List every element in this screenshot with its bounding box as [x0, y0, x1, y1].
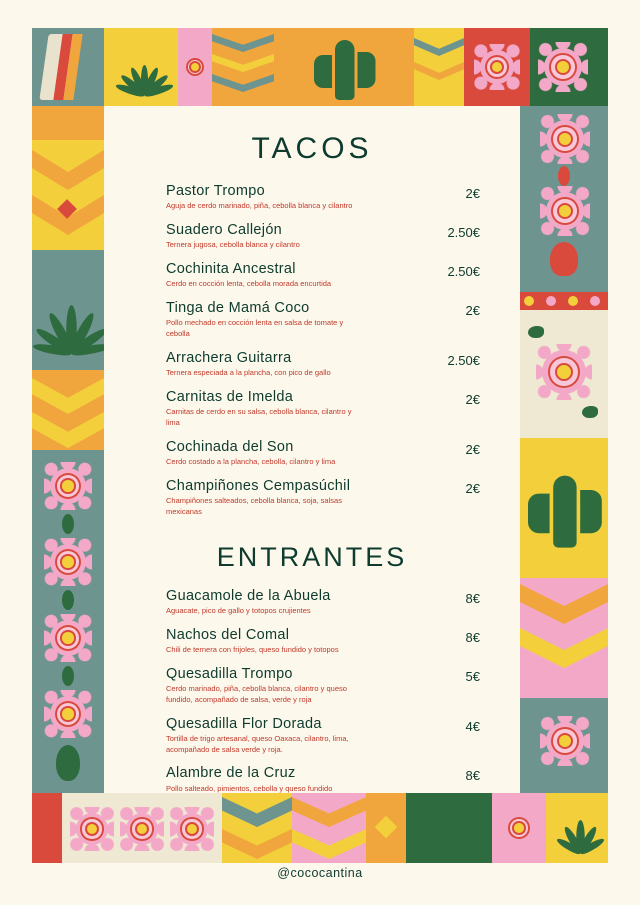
flower-column-icon	[32, 450, 104, 793]
menu-item	[166, 221, 480, 251]
menu-item	[166, 665, 480, 706]
item-description: Carnitas de cerdo en su salsa, cebolla blanca, cilantro y lima	[166, 407, 352, 427]
item-description: Champiñones salteados, cebolla blanca, soja, salsas mexicanas	[166, 495, 342, 516]
chevron-tile-icon	[414, 28, 464, 106]
item-name: Quesadilla Flor Dorada	[166, 715, 322, 732]
item-description: Pollo mechado en cocción lenta en salsa de tomate y cebolla	[166, 318, 344, 338]
decorative-border-top	[32, 28, 608, 106]
item-name: Cochinada del Son	[166, 438, 294, 455]
menu-item	[166, 349, 480, 379]
chevron-tile-icon	[32, 370, 104, 450]
stripe-tile-icon	[32, 793, 62, 863]
palm-tile-icon	[32, 250, 104, 370]
entrantes-item-list	[104, 587, 520, 795]
decorative-border-left	[32, 106, 104, 793]
item-description: Ternera jugosa, cebolla blanca y cilantro	[166, 240, 300, 250]
menu-item	[166, 299, 480, 340]
chevron-tile-icon	[292, 793, 366, 863]
item-description: Cerdo costado a la plancha, cebolla, cilantro y lima	[166, 456, 336, 466]
menu-item	[166, 715, 480, 756]
item-price: 2€	[465, 391, 480, 407]
item-price: 8€	[465, 590, 480, 606]
agave-tile-icon	[104, 28, 178, 106]
flower-tile-icon	[492, 793, 546, 863]
stripe-tile-icon	[32, 28, 104, 106]
item-price: 8€	[465, 629, 480, 645]
item-description: Aguacate, pico de gallo y totopos crujientes	[166, 605, 311, 615]
item-description: Tortilla de trigo artesanal, queso Oaxaca, cilantro, lima, acompañado de salsa verde y roja.	[166, 733, 349, 754]
item-name: Tinga de Mamá Coco	[166, 300, 310, 316]
decorative-border-right	[520, 106, 608, 793]
item-name: Suadero Callejón	[166, 222, 283, 238]
item-name: Pastor Trompo	[166, 183, 265, 199]
flower-tile-icon	[178, 28, 212, 106]
item-price: 5€	[465, 668, 480, 684]
tacos-item-list	[104, 182, 520, 518]
flower-tile-icon	[520, 698, 608, 793]
divider-tile-icon	[520, 292, 608, 310]
item-price: 2.50€	[447, 225, 480, 240]
chevron-tile-icon	[212, 28, 274, 106]
flower-tile-icon	[464, 28, 530, 106]
item-name: Nachos del Comal	[166, 626, 290, 643]
item-price: 4€	[465, 718, 480, 734]
menu-item	[166, 477, 480, 518]
chevron-tile-icon	[222, 793, 292, 863]
item-price: 2€	[465, 441, 480, 457]
item-description: Chili de ternera con frijoles, queso fundido y totopos	[166, 644, 339, 654]
chevron-tile-icon	[520, 578, 608, 698]
agave-tile-icon	[546, 793, 608, 863]
item-description: Cerdo en cocción lenta, cebolla morada encurtida	[166, 279, 332, 289]
menu-content	[104, 106, 520, 793]
menu-item	[166, 182, 480, 212]
menu-item	[166, 438, 480, 468]
item-name: Alambre de la Cruz	[166, 765, 296, 782]
item-name: Arrachera Guitarra	[166, 349, 292, 366]
item-price: 8€	[465, 768, 480, 784]
diamond-tile-icon	[366, 793, 406, 863]
item-name: Champiñones Cempasúchil	[166, 477, 351, 494]
flower-column-icon	[520, 106, 608, 292]
item-description: Ternera especiada a la plancha, con pico de gallo	[166, 368, 331, 377]
menu-item	[166, 388, 480, 429]
item-name: Guacamole de la Abuela	[166, 587, 331, 604]
item-price: 2.50€	[447, 264, 480, 279]
flower-row-icon	[62, 793, 222, 863]
item-price: 2€	[465, 186, 480, 201]
menu-item	[166, 587, 480, 617]
cactus-tile-icon	[274, 28, 414, 106]
item-name: Cochinita Ancestral	[166, 261, 296, 277]
item-name: Quesadilla Trompo	[166, 665, 293, 682]
chevron-tile-icon	[32, 140, 104, 250]
decorative-border-bottom	[32, 793, 608, 863]
agave-tile-icon	[406, 793, 492, 863]
item-description: Cerdo marinado, piña, cebolla blanca, cilantro y queso fundido, acompañado de salsa, verde y roja	[166, 683, 347, 704]
item-price: 2€	[465, 303, 480, 318]
page-title: TACOS	[251, 132, 373, 165]
flower-tile-icon	[530, 28, 608, 106]
item-price: 2.50€	[447, 352, 480, 368]
menu-item	[166, 626, 480, 656]
flower-tile-icon	[520, 310, 608, 438]
item-name: Carnitas de Imelda	[166, 388, 294, 405]
cactus-tile-icon	[520, 438, 608, 578]
menu-item	[166, 260, 480, 290]
item-description: Aguja de cerdo marinado, piña, cebolla blanca y cilantro	[166, 201, 353, 211]
item-description: Pollo salteado, pimientos, cebolla y queso fundido	[166, 783, 333, 793]
menu-item	[166, 764, 480, 794]
item-price: 2€	[465, 480, 480, 496]
section-title-entrantes: ENTRANTES	[216, 541, 408, 572]
footer-handle: @cococantina	[277, 866, 363, 880]
